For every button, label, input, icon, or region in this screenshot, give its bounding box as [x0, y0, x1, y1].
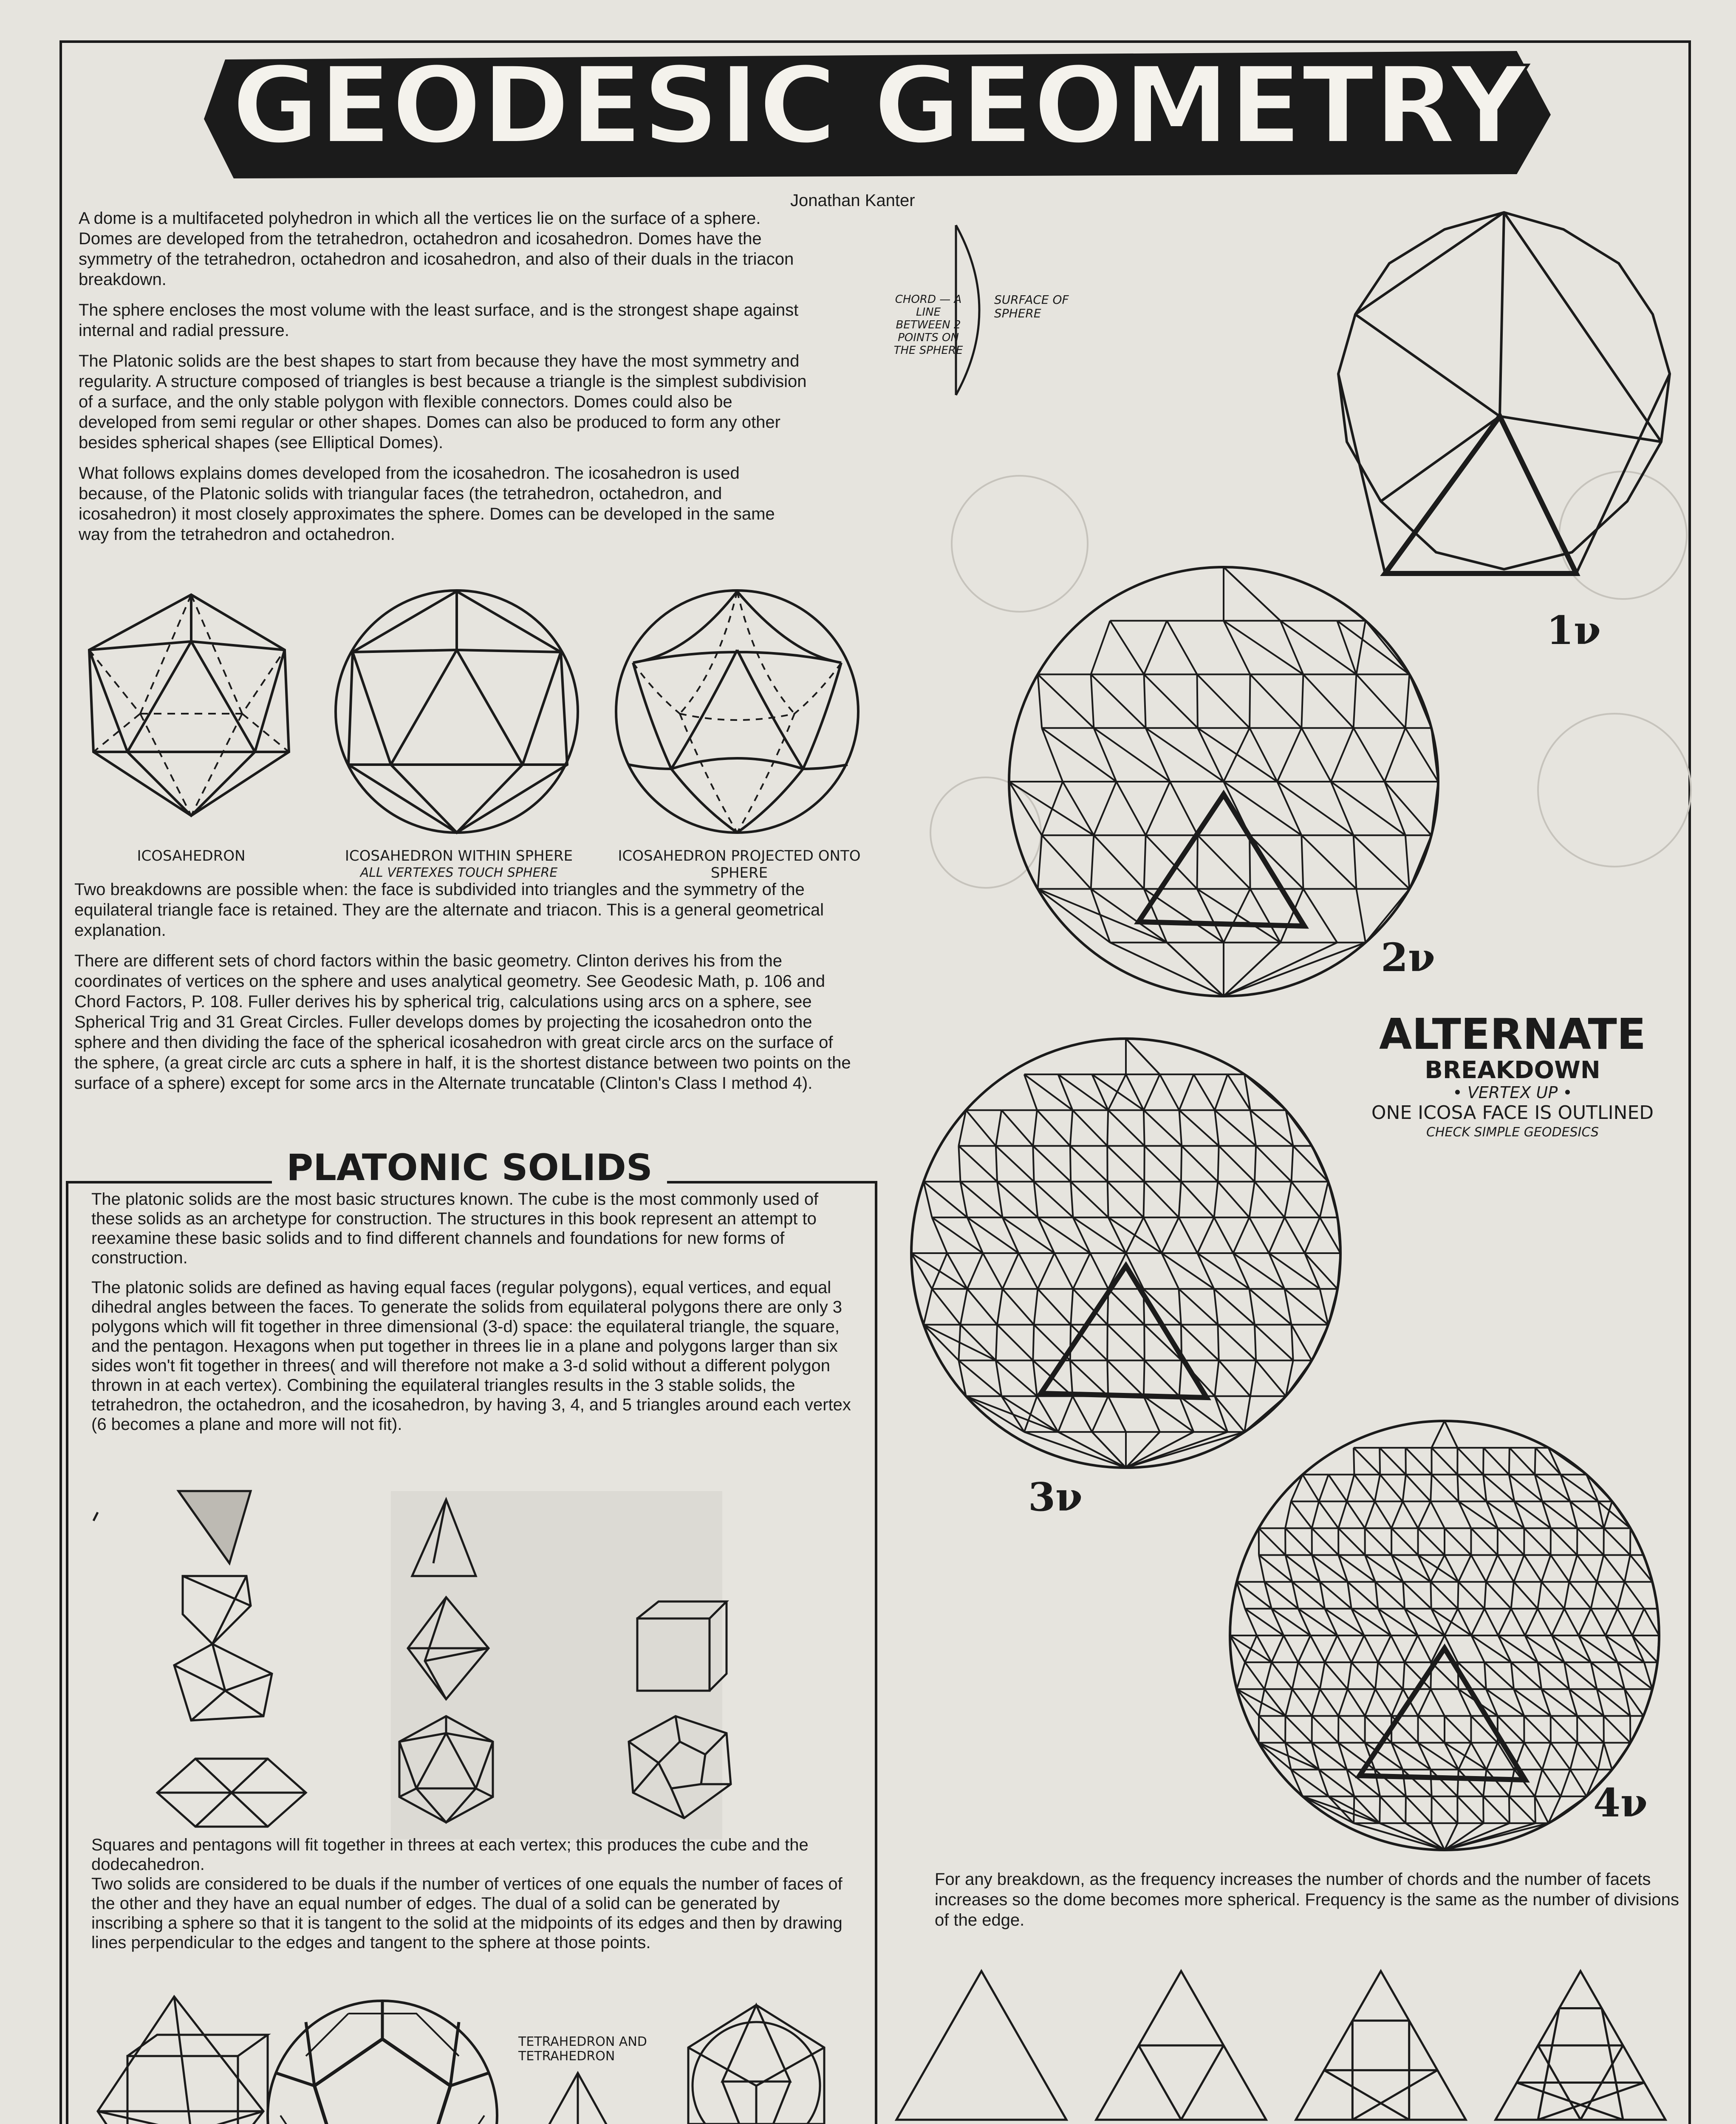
frequency-triangles [892, 1963, 1691, 2124]
duals-figure [93, 1988, 858, 2124]
author: Jonathan Kanter [790, 191, 915, 210]
platonic-paragraph: The platonic solids are the most basic structures known. The cube is the most commonly used of these solids as an archetype for construction. The structures in this book represent an attempt to reexamine these basic solids and to find different channels and foundations for new forms of construction. [91, 1190, 819, 1267]
dome-4v-label: 4ν [1593, 1780, 1648, 1826]
icosahedron-in-sphere-figure [331, 586, 582, 837]
platonic-heading [272, 1143, 667, 1189]
chord-label: CHORD — A LINE BETWEEN 2 POINTS ON THE SPHERE [893, 293, 963, 357]
duals-text [91, 1835, 856, 1963]
breakdown-text [74, 879, 860, 1104]
dome-2v-label: 2ν [1381, 935, 1435, 980]
platonic-text [91, 1189, 856, 1444]
frequency-text: For any breakdown, as the frequency increases the number of chords and the number of facets increases so the dome becomes more spherical. Frequency is the same as the number of divisions of the edge. [935, 1870, 1679, 1929]
alternate-title: ALTERNATE [1379, 1009, 1646, 1059]
alternate-vertex: • VERTEX UP • [1453, 1083, 1572, 1102]
breakdown-paragraph: There are different sets of chord factors within the basic geometry. Clinton derives his from the coordinates of vertices on the sphere and uses analytical geometry. See Geodesic Math, p. 106 and Chord Factors, P. 108. Fuller derives his by spherical trig, calculations using arcs on a sphere, see Spherical Trig and 31 Great Circles. Fuller develops domes by projecting the icosahedron onto the sphere and then dividing the face of the spherical icosahedron with great circle arcs on the surface of the sphere, (a great circle arc cuts a sphere in half, it is the shortest distance between two points on the surface of a sphere) except for some arcs in the Alternate truncatable (Clinton's Class I method 4). [74, 952, 851, 1093]
dome-1v [1313, 204, 1695, 612]
dual-label-tetra: TETRAHEDRON AND TETRAHEDRON [518, 2034, 647, 2064]
intro-paragraph: A dome is a multifaceted polyhedron in which all the vertices lie on the surface of a sphere. Domes are developed from the tetrahedron, octahedron and icosahedron. Domes have the symmetry of the tetrahedron, octahedron and icosahedron, and also of their duals in the triacon breakdown. [79, 209, 794, 289]
alternate-breakdown-block [1338, 1011, 1687, 1141]
icosahedron-caption: ICOSAHEDRON [137, 847, 246, 864]
alternate-outline: ONE ICOSA FACE IS OUTLINED [1371, 1102, 1654, 1124]
icosahedron-sphere-caption [323, 847, 595, 881]
breakdown-paragraph: Two breakdowns are possible when: the face is subdivided into triangles and the symmetry of the equilateral triangle face is retained. They are the alternate and triacon. This is a general geometrical explanation. [74, 880, 824, 940]
page-title [200, 42, 1559, 183]
caption-text: ICOSAHEDRON WITHIN SPHERE [345, 847, 573, 864]
duals-paragraph: Squares and pentagons will fit together in threes at each vertex; this produces the cube and the dodecahedron. [91, 1836, 809, 1874]
svg-text:PLATONIC SOLIDS: PLATONIC SOLIDS [286, 1147, 653, 1189]
duals-paragraph: Two solids are considered to be duals if the number of vertices of one equals the number of faces of the other and they have an equal number of edges. The dual of a solid can be generated by inscribing a sphere so that it is tangent to the solid at the midpoints of its edges and then by drawing lines perpendicular to the edges and tangent to the sphere at those points. [91, 1875, 843, 1952]
icosahedron-figure [76, 586, 306, 824]
caption-sub: ALL VERTEXES TOUCH SPHERE [360, 865, 558, 880]
intro-paragraph: What follows explains domes developed from the icosahedron. The icosahedron is used because, of the Platonic solids with triangular faces (the tetrahedron, octahedron, and icosahedron) it most closely approximates the sphere. Domes can be developed in the same way from the tetrahedron and octahedron. [79, 464, 775, 544]
dome-3v-label: 3ν [1028, 1474, 1083, 1520]
dome-1v-label: 1ν [1547, 607, 1601, 653]
intro-paragraph: The sphere encloses the most volume with the least surface, and is the strongest shape against internal and radial pressure. [79, 301, 799, 340]
platonic-paragraph: The platonic solids are defined as having equal faces (regular polygons), equal vertices, and equal dihedral angles between the faces. To generate the solids from equilateral polygons there are only 3 polygons which will fit together in three dimensional (3-d) space: the equilateral triangle, the square, and the pentagon. Hexagons when put together in threes lie in a plane and polygons larger than six sides won't fit together in threes( and will therefore not make a 3-d solid without a different polygon thrown in at each vertex). Combining the equilateral triangles results in the 3 stable solids, the tetrahedron, the octahedron, and the icosahedron, by having 3, 4, and 5 triangles around each vertex (6 becomes a plane and more will not fit). [91, 1278, 851, 1434]
platonic-solids-figure [85, 1478, 850, 1844]
icosahedron-projected-caption: ICOSAHEDRON PROJECTED ONTO SPHERE [618, 847, 861, 881]
alternate-note: CHECK SIMPLE GEODESICS [1426, 1125, 1599, 1140]
intro-text [79, 208, 809, 555]
icosahedron-projected-figure [612, 586, 862, 837]
alternate-subtitle: BREAKDOWN [1425, 1056, 1600, 1084]
surface-label: SURFACE OF SPHERE [994, 293, 1069, 320]
intro-paragraph: The Platonic solids are the best shapes to start from because they have the most symmetry and regularity. A structure composed of triangles is best because a triangle is the simplest subdivision of a surface, and the only stable polygon with flexible connectors. Domes could also be developed from semi regular or other shapes. Domes can also be produced to form any other besides spherical shapes (see Elliptical Domes). [79, 352, 807, 452]
svg-text:GEODESIC GEOMETRY: GEODESIC GEOMETRY [232, 44, 1527, 167]
